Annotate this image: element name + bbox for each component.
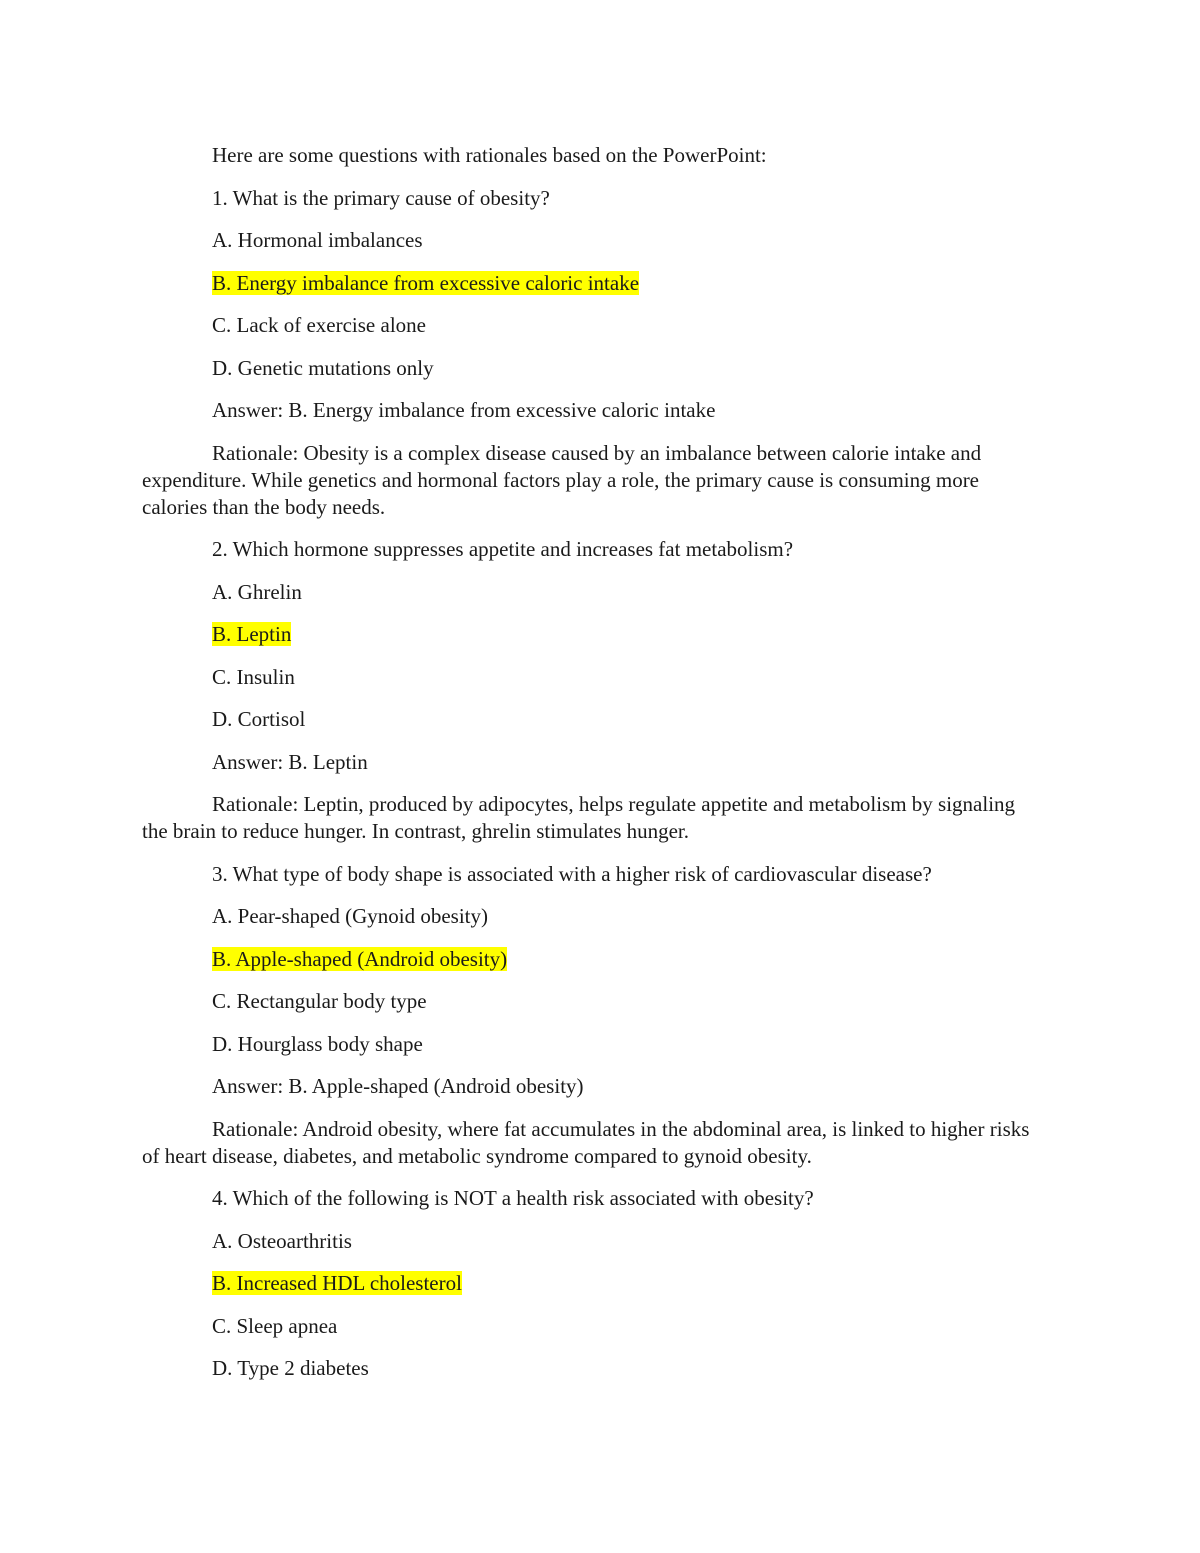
question-2: 2. Which hormone suppresses appetite and increases fat metabolism? xyxy=(212,537,794,561)
q3-option-a: A. Pear-shaped (Gynoid obesity) xyxy=(212,904,489,928)
q3-answer: Answer: B. Apple-shaped (Android obesity) xyxy=(212,1074,584,1098)
q1-answer: Answer: B. Energy imbalance from excessive caloric intake xyxy=(212,398,716,422)
q2-option-b xyxy=(142,621,1042,648)
document-body xyxy=(142,142,1042,1398)
q2-option-a: A. Ghrelin xyxy=(212,579,302,604)
q2-option-c: C. Insulin xyxy=(212,664,295,689)
q1-option-c: C. Lack of exercise alone xyxy=(212,313,426,337)
highlighted-answer: B. Energy imbalance from excessive caloric intake xyxy=(212,270,640,295)
q4-option-b xyxy=(142,1270,1042,1297)
question-3: 3. What type of body shape is associated with a higher risk of cardiovascular disease? xyxy=(212,861,932,886)
intro-text: Here are some questions with rationales based on the PowerPoint: xyxy=(212,143,767,167)
q4-option-d: D. Type 2 diabetes xyxy=(212,1356,369,1380)
q1-option-d: D. Genetic mutations only xyxy=(212,355,434,380)
q4-option-a: A. Osteoarthritis xyxy=(212,1228,352,1253)
q2-rationale: Rationale: Leptin, produced by adipocytes, helps regulate appetite and metabolism by signaling the brain to reduce hunger. In contrast, ghrelin stimulates hunger. xyxy=(142,792,1016,843)
highlighted-answer: B. Increased HDL cholesterol xyxy=(212,1271,462,1295)
q1-option-a: A. Hormonal imbalances xyxy=(212,228,423,252)
q3-rationale: Rationale: Android obesity, where fat accumulates in the abdominal area, is linked to higher risks of heart disease, diabetes, and metabolic syndrome compared to gynoid obesity. xyxy=(142,1116,1030,1168)
q3-option-c: C. Rectangular body type xyxy=(212,989,427,1013)
q2-option-d: D. Cortisol xyxy=(212,707,306,731)
q3-option-d: D. Hourglass body shape xyxy=(212,1031,423,1056)
q3-option-b xyxy=(142,946,1042,973)
q1-option-b xyxy=(142,270,1042,297)
q4-option-c: C. Sleep apnea xyxy=(212,1313,338,1338)
highlighted-answer: B. Leptin xyxy=(212,622,292,646)
question-4: 4. Which of the following is NOT a health risk associated with obesity? xyxy=(212,1186,814,1210)
highlighted-answer: B. Apple-shaped (Android obesity) xyxy=(212,946,508,971)
q1-rationale: Rationale: Obesity is a complex disease caused by an imbalance between calorie intake and expenditure. While genetics and hormonal factors play a role, the primary cause is consuming more calories than the body needs. xyxy=(142,440,982,519)
question-1: 1. What is the primary cause of obesity? xyxy=(212,185,550,210)
q2-answer: Answer: B. Leptin xyxy=(212,749,368,774)
